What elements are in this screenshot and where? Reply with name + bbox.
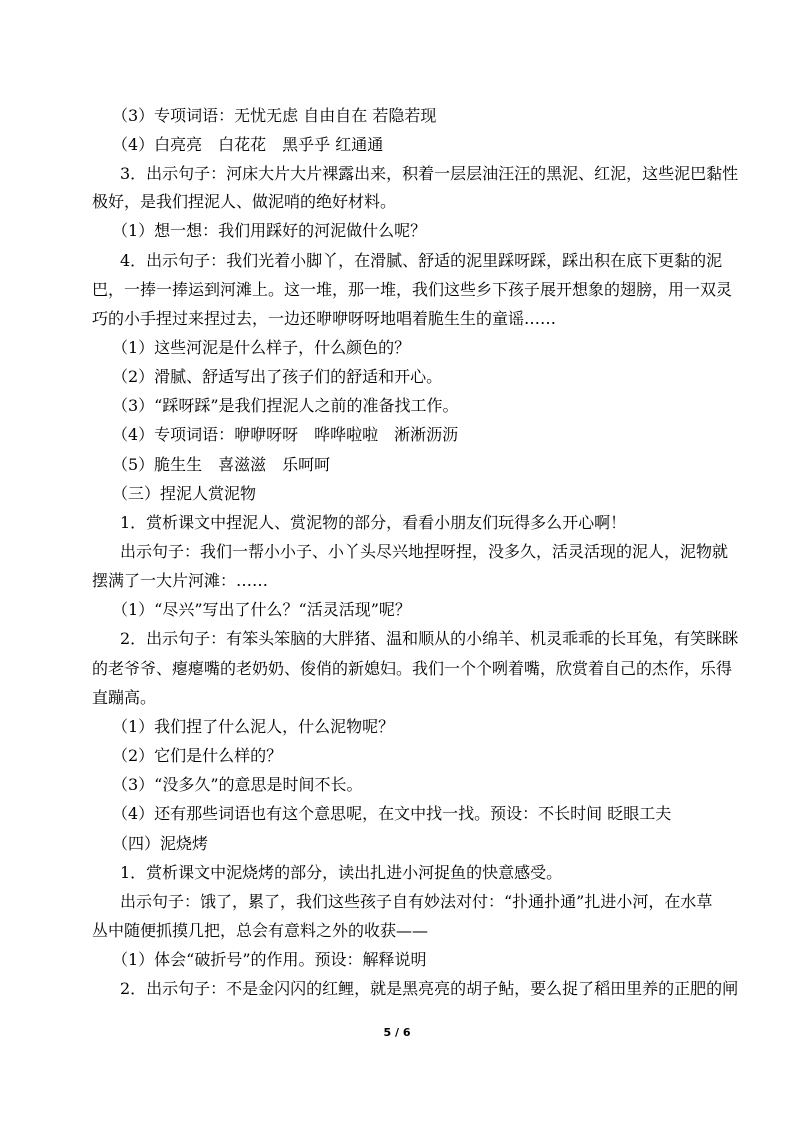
section-heading: （三）捏泥人赏泥物 (112, 484, 257, 503)
text-line: （1）“尽兴”写出了什么？“活灵活现”呢？ (112, 600, 411, 619)
text-line: 1．赏析课文中捏泥人、赏泥物的部分，看看小朋友们玩得多么开心啊！ (120, 513, 627, 532)
text-line: 出示句子：我们一帮小小子、小丫头尽兴地捏呀捏，没多久，活灵活现的泥人，泥物就 (120, 542, 729, 561)
text-line: （1）体会“破折号”的作用。预设：解释说明 (112, 950, 427, 969)
text-line: （1）这些河泥是什么样子，什么颜色的？ (112, 338, 411, 357)
text-line: （3）“踩呀踩”是我们捏泥人之前的准备找工作。 (112, 396, 459, 415)
text-line: （4）还有那些词语也有这个意思呢，在文中找一找。预设：不长时间 眨眼工夫 (112, 804, 672, 823)
text-line: 4．出示句子：我们光着小脚丫，在滑腻、舒适的泥里踩呀踩，踩出积在底下更黏的泥 (120, 251, 723, 270)
text-line: （1）想一想：我们用踩好的河泥做什么呢？ (112, 221, 427, 240)
text-line: （2）滑腻、舒适写出了孩子们的舒适和开心。 (112, 367, 443, 386)
text-line: 1．赏析课文中泥烧烤的部分，读出扎进小河捉鱼的快意感受。 (120, 863, 563, 882)
text-line: 2．出示句子：有笨头笨脑的大胖猪、温和顺从的小绵羊、机灵乖乖的长耳兔，有笑眯眯 (120, 629, 739, 648)
text-line: （3）专项词语：无忧无虑 自由自在 若隐若现 (112, 106, 437, 125)
text-line: 2．出示句子：不是金闪闪的红鲤，就是黑亮亮的胡子鲇，要么捉了稻田里养的正肥的闸 (120, 979, 739, 998)
text-line: （1）我们捏了什么泥人，什么泥物呢？ (112, 717, 395, 736)
text-line: （3）“没多久”的意思是时间不长。 (112, 775, 363, 794)
text-line: 摆满了一大片河滩：…… (92, 571, 269, 590)
text-line: 的老爷爷、瘪瘪嘴的老奶奶、俊俏的新媳妇。我们一个个咧着嘴，欣赏着自己的杰作，乐得 (92, 659, 733, 678)
text-line: 丛中随便抓摸几把，总会有意料之外的收获—— (92, 921, 429, 940)
text-line: （4）白亮亮 白花花 黑乎乎 红通通 (112, 135, 384, 154)
text-line: （5）脆生生 喜滋滋 乐呵呵 (112, 455, 331, 474)
text-line: （4）专项词语：咿咿呀呀 哗哗啦啦 淅淅沥沥 (112, 425, 459, 444)
text-line: 极好，是我们捏泥人、做泥哨的绝好材料。 (92, 192, 397, 211)
text-line: （2）它们是什么样的？ (112, 746, 283, 765)
text-line: 巴，一捧一捧运到河滩上。这一堆，那一堆，我们这些乡下孩子展开想象的翅膀，用一双灵 (92, 280, 733, 299)
text-line: 出示句子：饿了，累了，我们这些孩子自有妙法对付：“扑通扑通”扎进小河，在水草 (120, 892, 713, 911)
text-line: 3．出示句子：河床大片大片裸露出来，积着一层层油汪汪的黑泥、红泥，这些泥巴黏性 (120, 164, 739, 183)
text-line: 巧的小手捏过来捏过去，一边还咿咿呀呀地唱着脆生生的童谣…… (92, 309, 557, 328)
text-line: 直蹦高。 (92, 688, 157, 707)
section-heading: （四）泥烧烤 (112, 834, 209, 853)
page-number: 5 / 6 (383, 1026, 411, 1039)
